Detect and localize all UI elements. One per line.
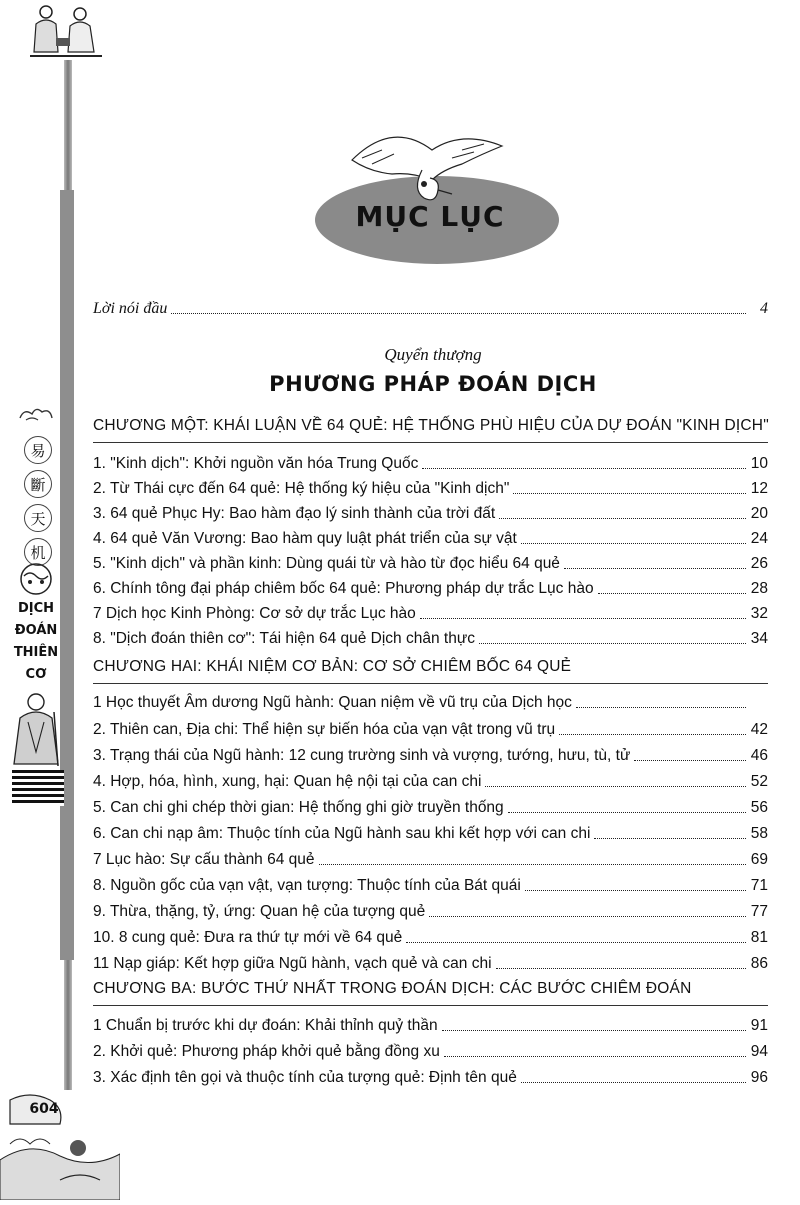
toc-entry: [93, 450, 768, 474]
hexagram-stripes: [12, 770, 64, 806]
page-number: 604: [29, 1101, 59, 1117]
toc-entry-text: 5. "Kinh dịch" và phần kinh: Dùng quái từ và hào từ đọc hiểu 64 quẻ: [93, 555, 560, 572]
leader-dots: [406, 942, 746, 943]
chapter-heading: CHƯƠNG HAI: KHÁI NIỆM CƠ BẢN: CƠ SỞ CHIÊM BỐC 64 QUẺ: [93, 658, 572, 675]
toc-entry-page: 77: [750, 903, 768, 920]
toc-entry: [93, 846, 768, 870]
leader-dots: [485, 786, 746, 787]
sidebar-char: 天: [24, 504, 52, 532]
toc-entry: [93, 1038, 768, 1062]
toc-entry: [93, 950, 768, 974]
toc-entry: [93, 525, 768, 549]
landscape-illustration: [0, 1090, 120, 1200]
leader-dots: [499, 518, 746, 519]
leader-dots: [521, 543, 746, 544]
toc-entry: [93, 689, 768, 713]
leader-dots: [564, 568, 746, 569]
toc-entry-text: 5. Can chi ghi chép thời gian: Hệ thống ghi giờ truyền thống: [93, 799, 504, 816]
toc-entry-text: 4. 64 quẻ Văn Vương: Bao hàm quy luật phát triển của sự vật: [93, 530, 517, 547]
toc-entry-text: 7 Lục hào: Sự cấu thành 64 quẻ: [93, 851, 315, 868]
sidebar-title-line: THIÊN: [13, 645, 59, 660]
toc-entry-text: 3. 64 quẻ Phục Hy: Bao hàm đạo lý sinh thành của trời đất: [93, 505, 496, 522]
toc-entry-text: 9. Thừa, thặng, tỷ, ứng: Quan hệ của tượng quẻ: [93, 903, 426, 920]
leader-dots: [576, 707, 746, 708]
toc-entry-page: 42: [750, 721, 768, 738]
toc-entry-text: Lời nói đầu: [93, 300, 168, 317]
toc-entry: [93, 924, 768, 948]
toc-entry: [93, 575, 768, 599]
toc-entry: [93, 550, 768, 574]
toc-entry: [93, 794, 768, 818]
toc-entry-page: 94: [750, 1043, 768, 1060]
cloud-ornament-icon: [18, 404, 54, 424]
toc-entry-text: 6. Can chi nạp âm: Thuộc tính của Ngũ hành sau khi kết hợp với can chi: [93, 825, 591, 842]
toc-entry-page: 96: [750, 1069, 768, 1086]
toc-entry: [93, 625, 768, 649]
chapter-rule: [93, 442, 768, 443]
leader-dots: [422, 468, 746, 469]
crane-emblem: [312, 120, 562, 270]
sidebar-title-line: DỊCH: [17, 601, 55, 616]
margin-rail-dark: [60, 190, 74, 960]
toc-entry: [93, 1064, 768, 1088]
sidebar-book-title: [12, 598, 60, 686]
toc-entry-page: 71: [750, 877, 768, 894]
leader-dots: [513, 493, 746, 494]
sidebar-char: 易: [24, 436, 52, 464]
toc-entry-text: 1. "Kinh dịch": Khởi nguồn văn hóa Trung Quốc: [93, 455, 419, 472]
toc-entry: [93, 742, 768, 766]
sidebar-title-line: ĐOÁN: [14, 623, 58, 638]
leader-dots: [442, 1030, 746, 1031]
chapter-heading: CHƯƠNG MỘT: KHÁI LUẬN VỀ 64 QUẺ: HỆ THỐNG PHÙ HIỆU CỦA DỰ ĐOÁN "KINH DỊCH": [93, 417, 769, 434]
leader-dots: [444, 1056, 746, 1057]
toc-entry-text: 1 Học thuyết Âm dương Ngũ hành: Quan niệm về vũ trụ của Dịch học: [93, 694, 572, 711]
leader-dots: [429, 916, 746, 917]
toc-entry-page: 32: [750, 605, 768, 622]
toc-entry: [93, 475, 768, 499]
toc-entry-page: 24: [750, 530, 768, 547]
scholars-illustration: [30, 2, 102, 60]
sage-figure-illustration: [10, 692, 62, 768]
leader-dots: [525, 890, 746, 891]
volume-title: Quyển thượng: [384, 345, 482, 364]
toc-entry: [93, 820, 768, 844]
toc-entry-page: 28: [750, 580, 768, 597]
yin-yang-face-icon: [16, 562, 56, 596]
toc-entry-page: 4: [760, 300, 768, 317]
toc-entry-page: 56: [750, 799, 768, 816]
part-title: PHƯƠNG PHÁP ĐOÁN DỊCH: [269, 372, 597, 396]
toc-entry: [93, 1012, 768, 1036]
toc-entry-preface: [93, 295, 768, 319]
toc-entry-text: 8. "Dịch đoán thiên cơ": Tái hiện 64 quẻ Dịch chân thực: [93, 630, 475, 647]
chapter-rule: [93, 683, 768, 684]
toc-entry-page: 58: [750, 825, 768, 842]
sidebar-char: 斷: [24, 470, 52, 498]
toc-entry-page: 12: [750, 480, 768, 497]
chapter-rule: [93, 1005, 768, 1006]
toc-entry-page: 91: [750, 1017, 768, 1034]
leader-dots: [319, 864, 746, 865]
leader-dots: [521, 1082, 746, 1083]
toc-entry: [93, 600, 768, 624]
toc-entry-text: 7 Dịch học Kinh Phòng: Cơ sở dự trắc Lục hào: [93, 605, 416, 622]
leader-dots: [496, 968, 746, 969]
sidebar-title-line: CƠ: [25, 667, 47, 682]
toc-entry-text: 10. 8 cung quẻ: Đưa ra thứ tự mới về 64 quẻ: [93, 929, 403, 946]
sidebar-char: 机: [24, 538, 52, 566]
toc-entry-text: 2. Thiên can, Địa chi: Thể hiện sự biến hóa của vạn vật trong vũ trụ: [93, 721, 556, 738]
toc-entry-text: 11 Nạp giáp: Kết hợp giữa Ngũ hành, vạch quẻ và can chi: [93, 955, 492, 972]
leader-dots: [479, 643, 746, 644]
toc-entry-text: 3. Xác định tên gọi và thuộc tính của tượng quẻ: Định tên quẻ: [93, 1069, 517, 1086]
toc-entry-page: 10: [750, 455, 768, 472]
leader-dots: [171, 313, 746, 314]
toc-entry-page: 86: [750, 955, 768, 972]
toc-entry: [93, 872, 768, 896]
toc-entry-text: 4. Hợp, hóa, hình, xung, hại: Quan hệ nội tại của can chi: [93, 773, 482, 790]
leader-dots: [559, 734, 746, 735]
page-title: MỤC LỤC: [355, 200, 505, 233]
chapter-heading: CHƯƠNG BA: BƯỚC THỨ NHẤT TRONG ĐOÁN DỊCH: CÁC BƯỚC CHIÊM ĐOÁN: [93, 980, 692, 997]
toc-entry-text: 2. Từ Thái cực đến 64 quẻ: Hệ thống ký hiệu của "Kinh dịch": [93, 480, 510, 497]
leader-dots: [420, 618, 746, 619]
toc-entry-page: 46: [750, 747, 768, 764]
toc-entry-text: 2. Khởi quẻ: Phương pháp khởi quẻ bằng đồng xu: [93, 1043, 440, 1060]
toc-entry-page: 52: [750, 773, 768, 790]
toc-entry: [93, 768, 768, 792]
toc-entry-page: 69: [750, 851, 768, 868]
toc-entry-page: 81: [750, 929, 768, 946]
leader-dots: [508, 812, 746, 813]
toc-entry: [93, 500, 768, 524]
leader-dots: [598, 593, 746, 594]
toc-entry-text: 3. Trạng thái của Ngũ hành: 12 cung trường sinh và vượng, tướng, hưu, tù, tử: [93, 747, 631, 764]
toc-entry-page: 20: [750, 505, 768, 522]
toc-entry-page: 34: [750, 630, 768, 647]
leader-dots: [634, 760, 746, 761]
toc-entry-text: 8. Nguồn gốc của vạn vật, vạn tượng: Thuộc tính của Bát quái: [93, 877, 521, 894]
toc-entry: [93, 898, 768, 922]
toc-entry-text: 6. Chính tông đại pháp chiêm bốc 64 quẻ: Phương pháp dự trắc Lục hào: [93, 580, 594, 597]
toc-entry-text: 1 Chuẩn bị trước khi dự đoán: Khải thỉnh quỷ thần: [93, 1017, 438, 1034]
toc-entry-page: 26: [750, 555, 768, 572]
leader-dots: [594, 838, 746, 839]
toc-entry: [93, 716, 768, 740]
